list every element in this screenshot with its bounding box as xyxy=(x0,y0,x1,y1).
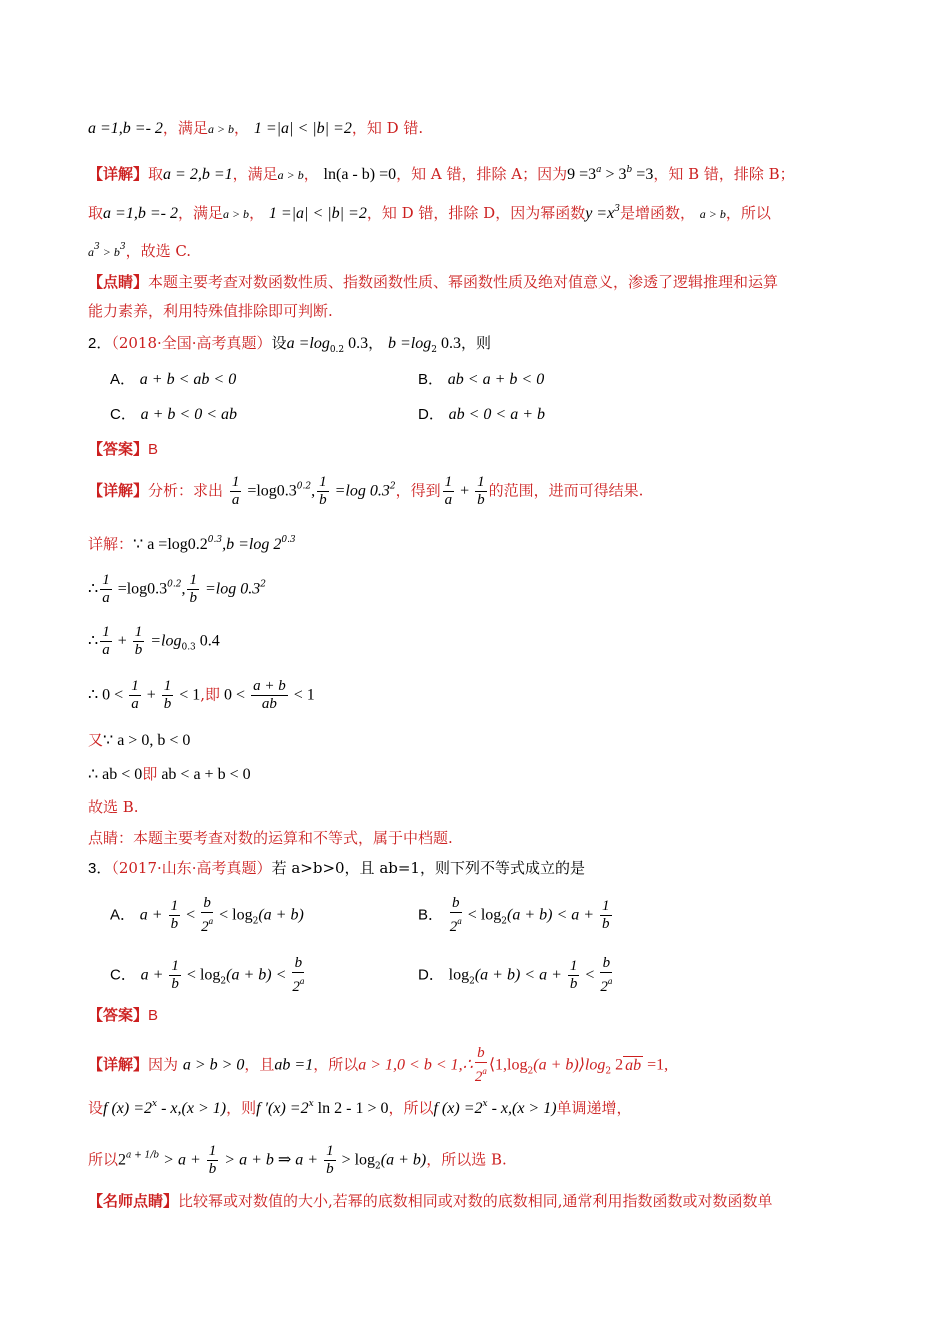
detail-line xyxy=(88,237,191,262)
fraction: $\frac{1}{a}$ xyxy=(444,474,453,508)
math: a xyxy=(88,245,94,259)
option-label: C． xyxy=(110,406,136,423)
fraction: $\frac{1}{b}$ xyxy=(170,898,179,932)
text: ， xyxy=(249,204,265,222)
math: a > b > 0 xyxy=(182,1056,245,1074)
math: ln(a - b) =0 xyxy=(323,166,397,183)
math: (a + b) < a + xyxy=(474,966,566,984)
math: f ′(x) =2 xyxy=(256,1100,309,1117)
math: log xyxy=(448,966,470,984)
subscript: 2 xyxy=(252,916,259,927)
superscript: x xyxy=(482,1099,488,1109)
math: - x,(x > 1) xyxy=(487,1100,557,1117)
math: 0 < xyxy=(220,686,250,704)
option-label: B． xyxy=(418,906,444,924)
detail-line xyxy=(88,474,643,509)
detail-line xyxy=(88,624,220,659)
math: a =1,b =- 2 xyxy=(103,205,178,222)
math: ab < a + b < 0 xyxy=(157,766,251,783)
detail-tag: 【详解】 xyxy=(88,481,149,500)
text: 分析：求出 xyxy=(148,481,224,500)
math: b =log xyxy=(387,335,432,352)
math: 9 =3 xyxy=(567,166,597,183)
text: ，满足 xyxy=(232,165,278,183)
math: , xyxy=(181,580,186,598)
text: ，则 xyxy=(460,334,491,352)
math: + xyxy=(142,686,160,704)
detail-line xyxy=(88,530,296,555)
math: (a + b) < xyxy=(226,966,291,984)
text: ，所以选 B. xyxy=(426,1150,507,1169)
math: ,b =log 2 xyxy=(222,536,282,553)
square-root: ab xyxy=(625,1056,642,1074)
math: =log0.3 xyxy=(113,580,168,598)
fraction: $\frac{1}{b}$ xyxy=(569,958,578,992)
fraction: $\frac{1}{b}$ xyxy=(602,898,610,932)
math: =log 0.3 xyxy=(330,482,390,500)
math: ∵ a > 0, b < 0 xyxy=(103,732,191,749)
option-label: A． xyxy=(110,906,136,924)
answer-line xyxy=(88,439,158,460)
option-label: C． xyxy=(110,966,136,984)
math: a > b xyxy=(699,207,726,221)
superscript: 0.2 xyxy=(167,579,182,590)
math: 0.3 xyxy=(344,335,369,352)
detail-line xyxy=(88,199,771,224)
superscript: x xyxy=(308,1099,314,1109)
math: f (x) =2 xyxy=(433,1100,483,1117)
answer-value: B xyxy=(148,441,159,458)
superscript: 3 xyxy=(94,242,100,252)
detail-line xyxy=(88,678,315,713)
text: ，知 D 错. xyxy=(351,119,424,137)
answer-value: B xyxy=(148,1007,159,1024)
math: ln 2 - 1 > 0 xyxy=(313,1100,389,1117)
subscript: 0.2 xyxy=(329,345,345,355)
comment-tag: 【名师点睛】 xyxy=(88,1192,179,1210)
question-text: 若 a>b>0，且 ab=1，则下列不等式成立的是 xyxy=(271,859,585,877)
fraction: $\frac{b}{2^a}$ xyxy=(474,1045,487,1085)
fraction: $\frac{1}{a}$ xyxy=(231,474,240,508)
option-label: A． xyxy=(110,371,136,388)
fraction: $\frac{1}{b}$ xyxy=(319,474,327,508)
math: > b xyxy=(99,245,120,259)
superscript: x xyxy=(152,1099,158,1109)
detail-line xyxy=(88,1045,668,1086)
math: a =1,b =- 2 xyxy=(88,120,163,137)
math: < log xyxy=(182,966,221,984)
fraction: $\frac{b}{2^a}$ xyxy=(449,895,462,935)
math: a > b xyxy=(207,122,235,136)
math: < xyxy=(581,966,599,984)
math: (a + b)⟩log xyxy=(533,1056,606,1074)
answer-line xyxy=(88,1005,158,1026)
option-a xyxy=(110,369,236,390)
superscript: a + 1/b xyxy=(126,1150,160,1161)
math: 1 =|a| < |b| =2 xyxy=(268,205,367,222)
fraction: $\frac{1}{a}$ xyxy=(102,572,110,606)
math: ∴ xyxy=(88,632,99,650)
detail-line xyxy=(88,1094,632,1119)
text: ， xyxy=(234,119,250,137)
text: 点睛：本题主要考查对数的运算和不等式，属于中档题. xyxy=(88,829,453,847)
text: ，知 A 错，排除 A；因为 xyxy=(396,165,568,183)
text: 取 xyxy=(148,165,164,183)
text: ，所以 xyxy=(388,1099,434,1117)
superscript: a xyxy=(596,165,602,175)
math: f (x) =2 xyxy=(103,1100,153,1117)
math: ∴ xyxy=(88,580,99,598)
detail-line xyxy=(88,730,190,751)
math: ∵ a =log0.2 xyxy=(133,536,208,553)
subscript: 0.3 xyxy=(181,642,196,653)
comment-line xyxy=(88,828,453,848)
math: < 1 xyxy=(289,686,315,704)
text: ，且 xyxy=(244,1055,275,1074)
fraction: $\frac{1}{b}$ xyxy=(134,624,143,658)
math: > a + xyxy=(159,1151,205,1169)
subscript: 2 xyxy=(469,976,475,987)
fraction: $\frac{a + b}{ab}$ xyxy=(253,678,286,712)
superscript: 2 xyxy=(389,481,396,492)
text: ，知 B 错，排除 B； xyxy=(653,165,795,183)
text: 的范围，进而可得结果. xyxy=(488,481,644,500)
math: - x,(x > 1) xyxy=(157,1100,227,1117)
math: 0.3 xyxy=(436,335,461,352)
question-source: （2017·山东·高考真题） xyxy=(111,859,272,877)
subscript: 2 xyxy=(431,345,437,355)
math: (a + b) xyxy=(258,906,304,924)
fraction: $\frac{1}{a}$ xyxy=(131,678,139,712)
text: 能力素养，利用特殊值排除即可判断. xyxy=(88,302,333,320)
math: + xyxy=(113,632,131,650)
fraction: $\frac{1}{b}$ xyxy=(163,678,172,712)
text: ，所以 xyxy=(313,1055,359,1074)
text: 所以 xyxy=(88,1150,119,1169)
question-2 xyxy=(88,333,491,360)
fraction: $\frac{b}{2^a}$ xyxy=(600,955,613,995)
text: 详解： xyxy=(88,535,134,553)
detail-line xyxy=(88,1143,507,1178)
detail-line xyxy=(88,160,795,185)
math: , xyxy=(311,482,316,500)
option-label: D． xyxy=(418,966,444,984)
text: ，满足 xyxy=(177,204,223,222)
superscript: 2 xyxy=(260,579,266,590)
detail-tag: 【详解】 xyxy=(88,165,149,183)
comment-line xyxy=(88,272,778,292)
subscript: 2 xyxy=(220,976,227,987)
answer-tag: 【答案】 xyxy=(88,1006,149,1024)
text: ,即 xyxy=(200,685,221,704)
math: a + b < 0 < ab xyxy=(140,406,238,423)
math: (a + b) xyxy=(380,1151,427,1169)
math: 2 xyxy=(118,1151,127,1169)
text: 本题主要考查对数函数性质、指数函数性质、幂函数性质及绝对值意义，渗透了逻辑推理和运算 xyxy=(148,273,779,291)
math: ab =1 xyxy=(274,1056,314,1074)
math: =log xyxy=(146,632,182,650)
math: < xyxy=(182,906,200,924)
question-source: （2018·全国·高考真题） xyxy=(111,334,272,352)
question-3 xyxy=(88,858,585,879)
math: a = 2,b =1 xyxy=(163,166,233,183)
superscript: 3 xyxy=(119,242,126,252)
math: =1, xyxy=(643,1056,669,1074)
superscript: 3 xyxy=(614,204,620,214)
math: a > 1,0 < b < 1,∴ xyxy=(358,1056,473,1074)
math: < log xyxy=(463,906,502,924)
fraction: $\frac{1}{b}$ xyxy=(326,1143,334,1177)
superscript: b xyxy=(626,165,633,175)
math: a + xyxy=(139,906,167,924)
superscript: 0.3 xyxy=(281,535,296,545)
text: ，得到 xyxy=(395,481,441,500)
comment-line xyxy=(88,301,333,321)
fraction: $\frac{b}{2^a}$ xyxy=(201,895,214,935)
math: 2 xyxy=(611,1056,624,1074)
option-c xyxy=(110,404,237,425)
subscript: 2 xyxy=(605,1066,612,1077)
math: + xyxy=(456,482,474,500)
question-number: 3． xyxy=(88,860,112,877)
detail-tag: 【详解】 xyxy=(88,1055,149,1074)
superscript: 0.3 xyxy=(207,535,223,545)
fraction: $\frac{1}{a}$ xyxy=(102,624,110,658)
fraction: $\frac{1}{b}$ xyxy=(171,958,179,992)
math: ab < a + b < 0 xyxy=(447,371,545,388)
superscript: 0.2 xyxy=(296,481,312,492)
option-b xyxy=(418,895,614,936)
detail-line xyxy=(88,572,266,607)
text: ，故选 C. xyxy=(125,242,192,260)
text: 单调递增， xyxy=(556,1099,632,1117)
text: ，所以 xyxy=(725,204,771,222)
detail-line xyxy=(88,764,251,785)
math: ∴ ab < 0 xyxy=(88,766,143,783)
text: ，满足 xyxy=(162,119,208,137)
math: 0.4 xyxy=(195,632,220,650)
math: a > b xyxy=(277,168,304,182)
option-d xyxy=(418,955,614,996)
option-b xyxy=(418,369,544,390)
math: ⟨1,log xyxy=(488,1056,528,1074)
math: a + xyxy=(140,966,168,984)
text: 是增函数， xyxy=(619,204,695,222)
math: =log 0.3 xyxy=(200,580,261,598)
fraction: $\frac{1}{b}$ xyxy=(477,474,485,508)
math: > a + b ⇒ a + xyxy=(220,1151,323,1169)
text: 取 xyxy=(88,204,104,222)
comment-line xyxy=(88,1191,773,1211)
fraction: $\frac{1}{b}$ xyxy=(208,1143,217,1177)
fraction: $\frac{1}{b}$ xyxy=(189,572,197,606)
text: ，知 D 错，排除 D，因为幂函数 xyxy=(366,204,586,222)
text: 比较幂或对数值的大小,若幂的底数相同或对数的底数相同,通常利用指数函数或对数函数单 xyxy=(178,1192,773,1210)
subscript: 2 xyxy=(527,1066,534,1077)
option-c xyxy=(110,955,306,996)
option-a xyxy=(110,895,304,936)
text: 又 xyxy=(88,731,104,749)
text: 因为 xyxy=(148,1055,179,1074)
math: (a + b) < a + xyxy=(507,906,599,924)
detail-line xyxy=(88,797,139,817)
math: > 3 xyxy=(601,166,627,183)
text: ，则 xyxy=(226,1099,257,1117)
text: 故选 B. xyxy=(88,798,139,816)
subscript: 2 xyxy=(375,1161,381,1172)
math: < 1 xyxy=(175,686,201,704)
text: 设 xyxy=(88,1099,104,1117)
text: 设 xyxy=(271,334,287,352)
option-label: D． xyxy=(418,406,444,423)
math: =log0.3 xyxy=(243,482,297,500)
math: > log xyxy=(337,1151,376,1169)
math: =3 xyxy=(632,166,654,183)
text: 即 xyxy=(142,765,158,783)
math: ∴ 0 < xyxy=(88,686,128,704)
math: < log xyxy=(215,906,253,924)
math: a > b xyxy=(222,207,250,221)
solution-line xyxy=(88,118,423,139)
math: y =x xyxy=(585,205,615,222)
option-d xyxy=(418,404,545,425)
math: ab < 0 < a + b xyxy=(448,406,546,423)
math: 1 =|a| < |b| =2 xyxy=(253,120,352,137)
text: ， xyxy=(368,334,384,352)
subscript: 2 xyxy=(501,916,507,927)
answer-tag: 【答案】 xyxy=(88,440,149,458)
math: a + b < ab < 0 xyxy=(139,371,237,388)
comment-tag: 【点睛】 xyxy=(88,273,149,291)
text: ， xyxy=(303,165,319,183)
fraction: $\frac{b}{2^a}$ xyxy=(292,955,305,995)
question-number: 2． xyxy=(88,335,112,352)
option-label: B． xyxy=(418,371,444,388)
math: a =log xyxy=(286,335,330,352)
